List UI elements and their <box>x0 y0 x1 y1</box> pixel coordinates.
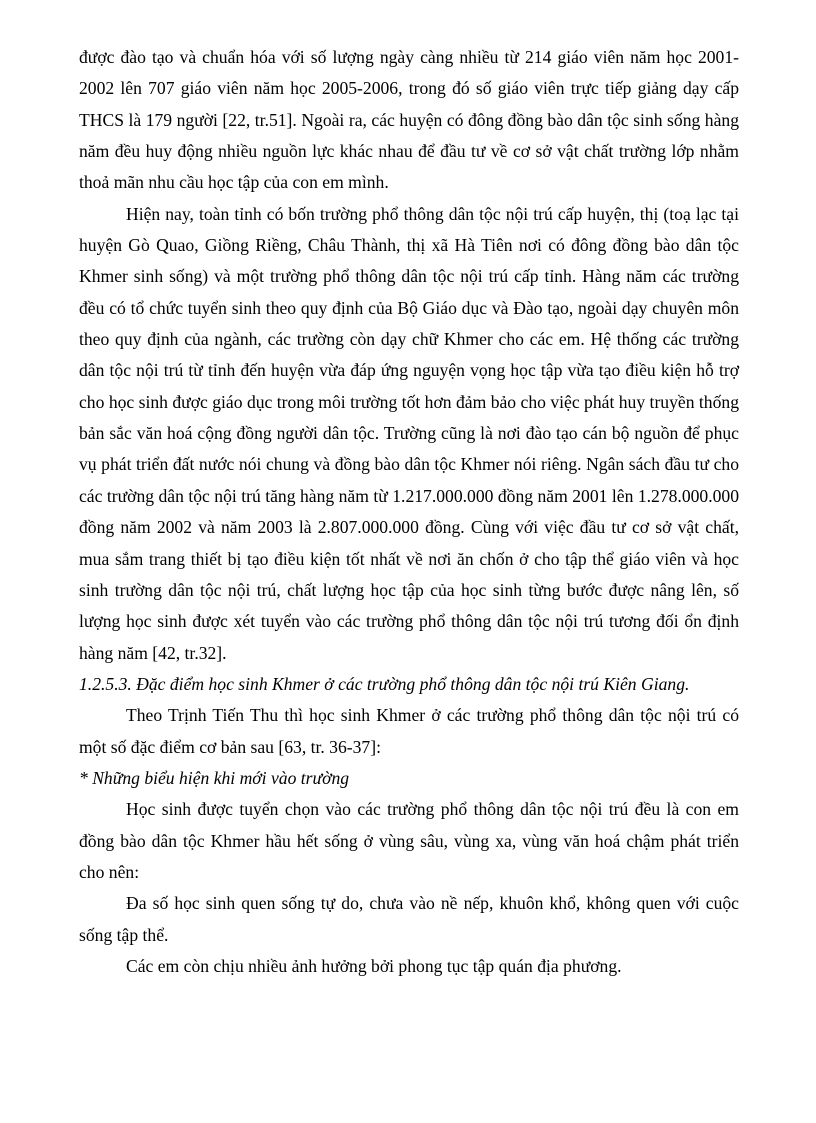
paragraph-students-origin: Học sinh được tuyển chọn vào các trường phổ thông dân tộc nội trú đều là con em đồng bào dân tộc Khmer hầu hết sống ở vùng sâu, vùng xa, vùng văn hoá chậm phát triển cho nên: <box>79 799 739 882</box>
paragraph-intro-characteristics: Theo Trịnh Tiến Thu thì học sinh Khmer ở các trường phổ thông dân tộc nội trú có một số đặc điểm cơ bản sau [63, tr. 36-37]: <box>79 705 739 757</box>
paragraph-free-living: Đa số học sinh quen sống tự do, chưa vào nề nếp, khuôn khổ, không quen với cuộc sống tập thể. <box>79 893 739 945</box>
document-page <box>79 42 739 982</box>
paragraph-continuation: được đào tạo và chuẩn hóa với số lượng ngày càng nhiều từ 214 giáo viên năm học 2001-2002 lên 707 giáo viên năm học 2005-2006, trong đó số giáo viên trực tiếp giảng dạy cấp THCS là 179 người [22, tr.51]. Ngoài ra, các huyện có đông đồng bào dân tộc sinh sống hàng năm đều huy động nhiều nguồn lực khác nhau để đầu tư về cơ sở vật chất trường lớp nhằm thoả mãn nhu cầu học tập của con em mình. <box>79 47 739 193</box>
paragraph-boarding-schools: Hiện nay, toàn tỉnh có bốn trường phổ thông dân tộc nội trú cấp huyện, thị (toạ lạc tại huyện Gò Quao, Giồng Riềng, Châu Thành, thị xã Hà Tiên nơi có đông đồng bào dân tộc Khmer sinh sống) và một trường phổ thông dân tộc nội trú cấp tỉnh. Hàng năm các trường đều có tổ chức tuyển sinh theo quy định của Bộ Giáo dục và Đào tạo, ngoài dạy chuyên môn theo quy định của ngành, các trường còn dạy chữ Khmer cho các em. Hệ thống các trường dân tộc nội trú từ tỉnh đến huyện vừa đáp ứng nguyện vọng học tập vừa tạo điều kiện hỗ trợ cho học sinh được giáo dục trong môi trường tốt hơn đảm bảo cho việc phát huy truyền thống bản sắc văn hoá cộng đồng người dân tộc. Trường cũng là nơi đào tạo cán bộ nguồn để phục vụ phát triển đất nước nói chung và đồng bào dân tộc Khmer nói riêng. Ngân sách đầu tư cho các trường dân tộc nội trú tăng hàng năm từ 1.217.000.000 đồng năm 2001 lên 1.278.000.000 đồng năm 2002 và năm 2003 là 2.807.000.000 đồng. Cùng với việc đầu tư cơ sở vật chất, mua sắm trang thiết bị tạo điều kiện tốt nhất về nơi ăn chốn ở cho tập thể giáo viên và học sinh trường dân tộc nội trú, chất lượng học tập của học sinh từng bước được nâng lên, số lượng học sinh được xét tuyển vào các trường phổ thông dân tộc nội trú tương đối ổn định hàng năm [42, tr.32]. <box>79 203 739 663</box>
subheading-first-signs: * Những biểu hiện khi mới vào trường <box>79 767 350 788</box>
section-heading: 1.2.5.3. Đặc điểm học sinh Khmer ở các trường phổ thông dân tộc nội trú Kiên Giang. <box>79 673 690 694</box>
paragraph-local-customs: Các em còn chịu nhiều ảnh hưởng bởi phong tục tập quán địa phương. <box>126 955 622 976</box>
